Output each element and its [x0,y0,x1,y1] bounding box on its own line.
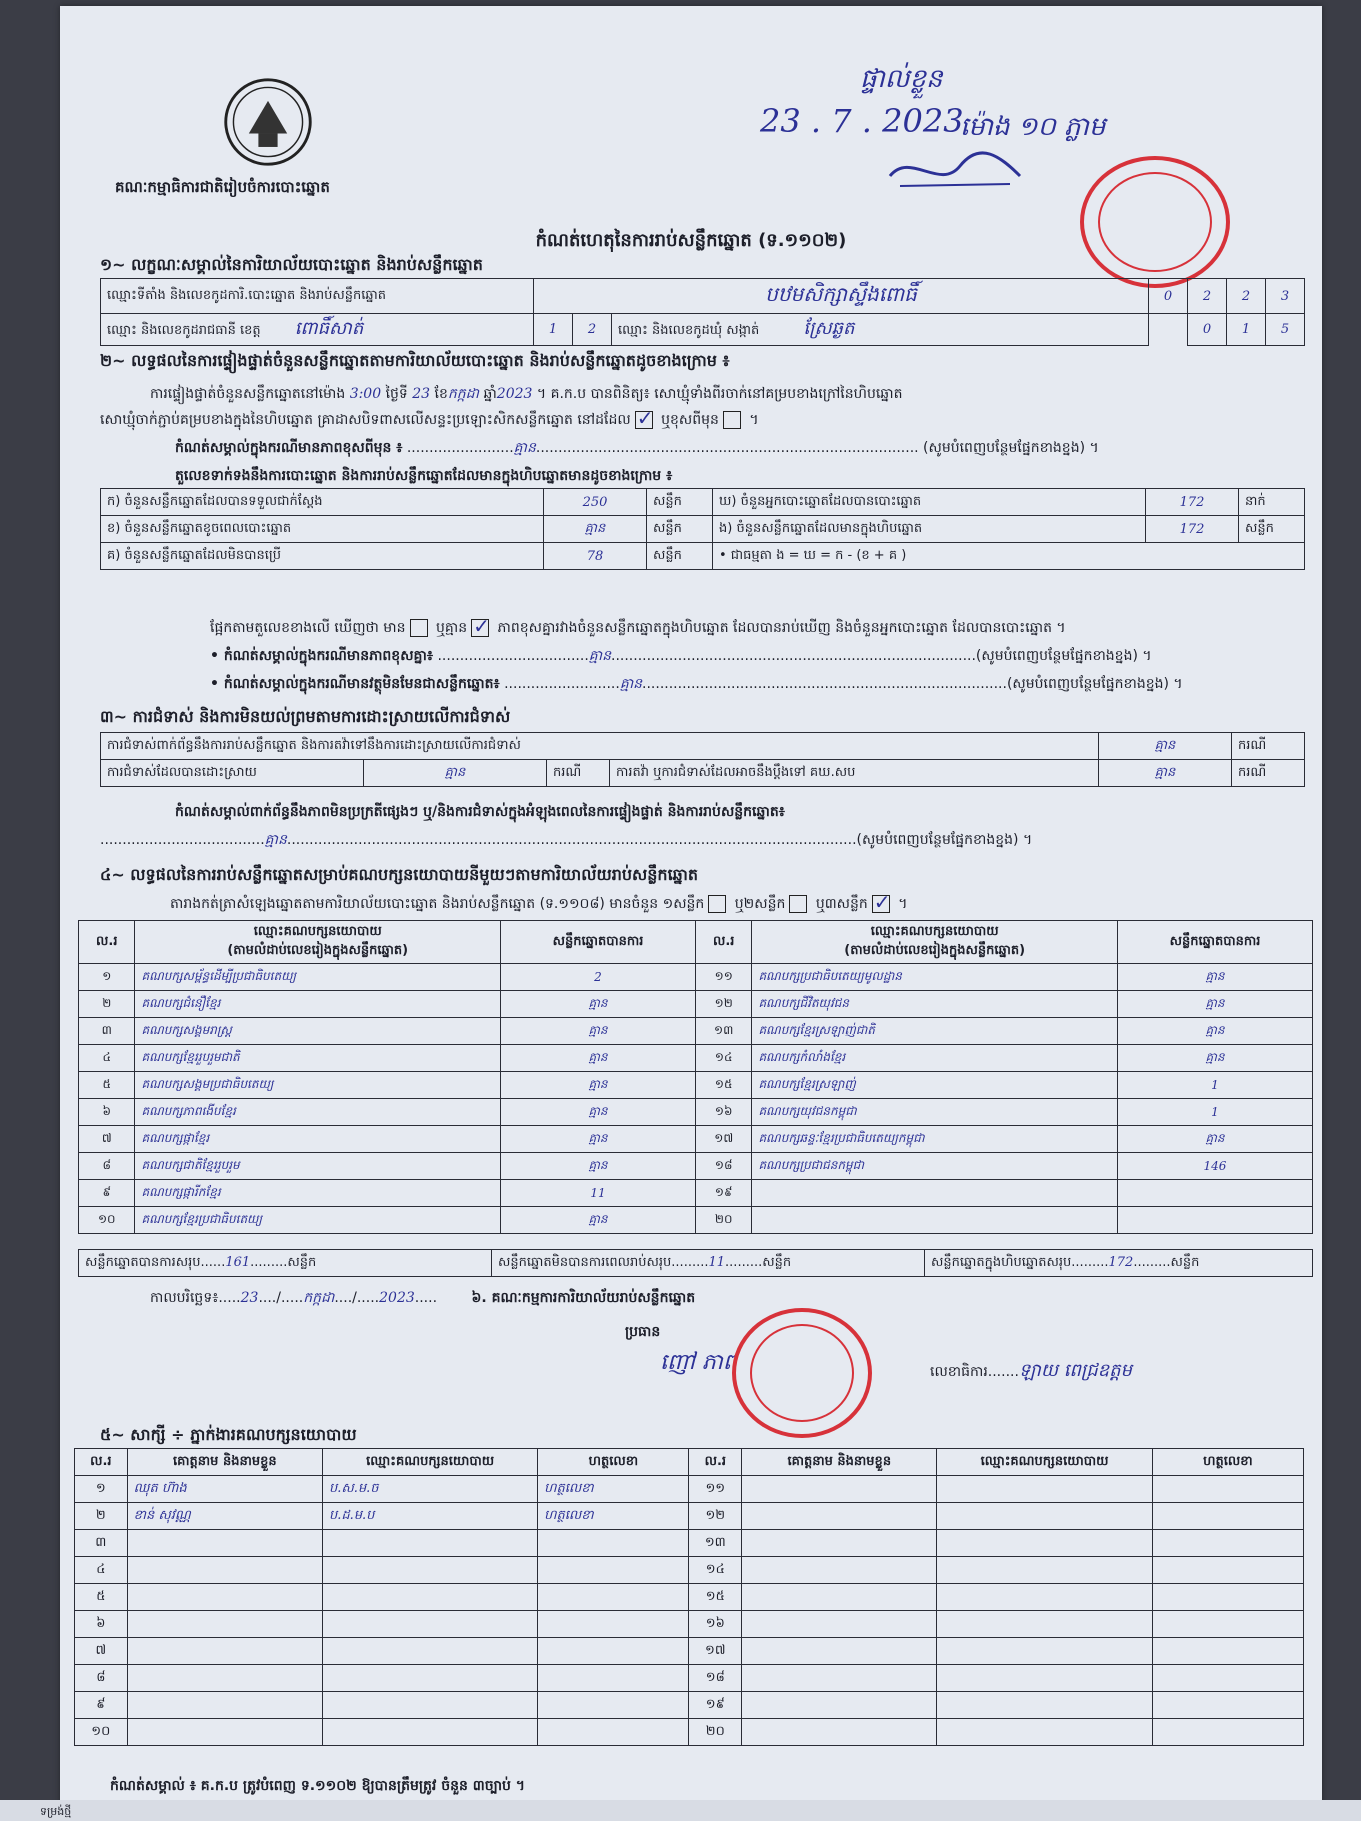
chair-label: ប្រធាន [625,1324,661,1340]
party-name: គណបក្សជំនឿខ្មែរ [135,991,501,1018]
witness-signature [1152,1476,1303,1503]
witness-signature [538,1665,689,1692]
row-number: ២ [75,1503,128,1530]
witness-name [742,1665,937,1692]
witness-row [75,1584,1304,1611]
signature-top [880,146,1030,196]
row-number: ១២ [695,991,751,1018]
total-invalid: 11 [708,1254,726,1270]
two-sheet-checkbox[interactable] [789,895,807,913]
party-row [79,1045,1313,1072]
spoiled-ballots: គ្មាន [544,516,647,543]
witness-name [742,1719,937,1746]
party-votes: 11 [500,1180,695,1207]
witness-signature [1152,1611,1303,1638]
party-name: គណបក្សខ្មែររួបរួមជាតិ [135,1045,501,1072]
figures-row: ក) ចំនួនសន្លឹកឆ្នោតដែលបានទទួលជាក់ស្តែង 250 សន្លឹក ឃ) ចំនួនអ្នកបោះឆ្នោតដែលបានបោះឆ្នោត 172 នាក់ [101,489,1305,516]
received-date: 23 . 7 . 2023 [760,102,964,140]
party-row [79,1153,1313,1180]
party-votes: គ្មាន [500,1072,695,1099]
different-checkbox[interactable] [723,411,741,429]
row-number: ១៦ [695,1099,751,1126]
witness-row [75,1665,1304,1692]
secretary-name: ឡាយ ពេជ្រឧត្តម [1018,1360,1132,1381]
party-row [79,1072,1313,1099]
party-votes: គ្មាន [1117,991,1312,1018]
official-seal-bottom [732,1308,872,1438]
row-number: ៦ [75,1611,128,1638]
row-number: ២០ [695,1207,751,1234]
witness-row [75,1530,1304,1557]
witness-signature [1152,1503,1303,1530]
witness-party [937,1557,1152,1584]
witness-party [937,1476,1152,1503]
section-2-heading: ២~ លទ្ធផលនៃការផ្ទៀងផ្ទាត់ចំនួនសន្លឹកឆ្នោតតាមការិយាល័យបោះឆ្នោត និងរាប់សន្លឹកឆ្នោតដូចខាងក្រោម ៖ [100,351,730,370]
party-row [79,964,1313,991]
document-page [60,6,1322,1814]
verify-year: 2023 [496,386,533,402]
organization-name: គណៈកម្មាធិការជាតិរៀបចំការបោះឆ្នោត [115,178,330,196]
party-row [79,1207,1313,1234]
report-date: កាលបរិច្ឆេទ៖.....23..../.....កក្កដា..../.....2023..... ៦. គណៈកម្មការការិយាល័យរាប់សន្លឹកឆ្នោត [150,1290,696,1306]
row-number: ៧ [75,1638,128,1665]
verify-month: កក្កដា [447,386,479,402]
verification-line: ការផ្ទៀងផ្ទាត់ចំនួនសន្លឹកឆ្នោតនៅម៉ោង 3:00 ថ្ងៃទី 23 ខែកក្កដា ឆ្នាំ2023 ។ គ.ក.ប បានពិនិត្យ៖ សោឃ្មុំទាំងពីរចាក់នៅគម្របខាងក្រៅនៃហិបឆ្នោត [150,386,903,402]
party-votes: គ្មាន [1117,1045,1312,1072]
seal-check-line: សោឃ្មុំចាក់ភ្ជាប់គម្របខាងក្នុងនៃហិបឆ្នោត គ្រាដាសបិទពាសលើសន្ទះប្រឡោះសិកសន្លឹកឆ្នោត នៅដដែល✓ ឬខុសពីមុន ។ [100,410,759,431]
witness-row [75,1476,1304,1503]
party-row [79,991,1313,1018]
province-code-1: 1 [534,314,573,346]
row-number: ៥ [79,1072,135,1099]
commune-label: ឈ្មោះ និងលេខកូដឃុំ សង្កាត់ ស្រែឆ្ងត [612,314,1149,346]
station-code-4: 3 [1266,279,1305,314]
station-label: ឈ្មោះទីតាំង និងលេខកូដការិ.បោះឆ្នោត និងរាប់សន្លឹកឆ្នោត [101,279,534,314]
witness-signature [1152,1638,1303,1665]
party-votes: គ្មាន [1117,964,1312,991]
witness-name: ឈុត ហ៊ាង [127,1476,322,1503]
row-number: ១៩ [695,1180,751,1207]
witness-party [937,1665,1152,1692]
party-row [79,1180,1313,1207]
witness-name [127,1692,322,1719]
verify-time: 3:00 [349,386,382,402]
station-info-table [100,278,1305,346]
party-votes: គ្មាន [500,1207,695,1234]
witnesses-table: ល.រ គោត្តនាម និងនាមខ្លួន ឈ្មោះគណបក្សនយោបាយ ហត្ថលេខា ល.រ គោត្តនាម និងនាមខ្លួន ឈ្មោះគណបក្សនយោបាយ ហត្ថលេខា ១ ឈុត ហ៊ាង ប.ស.ម.ច ហត្ថលេខា ១១ ២ ខាន់ សុវណ្ណ ប.ដ.ម.ប ហត្ថលេខា ១២ ៣ ១៣ ៤ ១៤ ៥ ១៥ ៦ ១៦ ៧ ១៧ ៨ ១៨ ៩ ១៩ ១០ ២០ [74,1448,1304,1746]
objections-table: ការជំទាស់ពាក់ព័ន្ធនឹងការរាប់សន្លឹកឆ្នោត និងការតវ៉ាទៅនឹងការដោះស្រាយលើការជំទាស់ គ្មាន ករណី ការជំទាស់ដែលបានដោះស្រាយ គ្មាន ករណី ការតវ៉ា ឬការជំទាស់ដែលអាចនឹងប្តឹងទៅ គឃ.សប គ្មាន ករណី [100,732,1305,787]
section-4-heading: ៤~ លទ្ធផលនៃការរាប់សន្លឹកឆ្នោតសម្រាប់គណបក្សនយោបាយនីមួយៗតាមការិយាល័យរាប់សន្លឹកឆ្នោត [100,865,699,884]
row-number: ១៥ [695,1072,751,1099]
section-5-heading: ៥~ សាក្សី ÷ ភ្នាក់ងារគណបក្សនយោបាយ [100,1425,357,1444]
row-number: ៥ [75,1584,128,1611]
witness-name [127,1584,322,1611]
party-votes: គ្មាន [500,1018,695,1045]
witness-party [937,1503,1152,1530]
witness-party [323,1530,538,1557]
witness-name [742,1638,937,1665]
row-number: ៤ [79,1045,135,1072]
objections-count: គ្មាន [1099,733,1232,760]
witness-party [937,1611,1152,1638]
figures-table [100,488,1305,570]
has-difference-checkbox[interactable] [410,619,428,637]
commune-code-3: 5 [1266,314,1305,346]
irregularity-label: កំណត់សម្គាល់ពាក់ព័ន្ធនឹងភាពមិនប្រក្រតីផ្សេងៗ ឬ/និងការជំទាស់ក្នុងអំឡុងពេលនៃការផ្ទៀងផ្ទាត់ និងការរាប់សន្លឹកឆ្នោត៖ [175,804,785,820]
election-committee-logo [220,74,316,170]
footer-strip [0,1800,1361,1821]
section-1-heading: ១~ លក្ខណៈសម្គាល់នៃការិយាល័យបោះឆ្នោត និងរាប់សន្លឹកឆ្នោត [100,255,483,274]
witness-name: ខាន់ សុវណ្ណ [127,1503,322,1530]
witness-signature [538,1557,689,1584]
party-name [752,1207,1118,1234]
witness-name [127,1638,322,1665]
row-number: ១២ [689,1503,742,1530]
witness-row [75,1692,1304,1719]
received-label: ផ្ទាល់ខ្លួន [860,64,943,94]
party-name: គណបក្សកំលាំងខ្មែរ [752,1045,1118,1072]
verify-day: 23 [412,386,431,402]
party-name: គណបក្សភាពងើបខ្មែរ [135,1099,501,1126]
witness-name [742,1692,937,1719]
total-valid: 161 [225,1254,251,1270]
party-votes: គ្មាន [500,1045,695,1072]
station-code-1: 0 [1149,279,1188,314]
foreign-object-note: • កំណត់សម្គាល់ក្នុងករណីមានវត្ថុមិនមែនជាសន្លឹកឆ្នោត៖ ..........................គ្មាន..................................................................................(សូមបំពេញបន្ថែមផ្នែកខាងខ្នង) ។ [210,676,1183,692]
witness-name [127,1719,322,1746]
official-seal-top [1080,156,1230,288]
witness-signature [1152,1665,1303,1692]
witness-signature [1152,1719,1303,1746]
party-name: គណបក្សសង្គមប្រជាធិបតេយ្យ [135,1072,501,1099]
party-votes: គ្មាន [500,1099,695,1126]
section-3-heading: ៣~ ការជំទាស់ និងការមិនយល់ព្រមតាមការដោះស្រាយលើការជំទាស់ [100,707,511,726]
witness-name [127,1611,322,1638]
row-number: ១៤ [695,1045,751,1072]
footer-text: ទម្រង់ថ្មី [40,1805,72,1818]
witness-party [937,1719,1152,1746]
party-row [79,1126,1313,1153]
witness-signature [538,1692,689,1719]
ballots-in-box: 172 [1146,516,1239,543]
row-number: ១៣ [689,1530,742,1557]
party-votes: គ្មាន [1117,1126,1312,1153]
row-number: ១៣ [695,1018,751,1045]
witness-row [75,1638,1304,1665]
row-number: ១៧ [689,1638,742,1665]
unused-ballots: 78 [544,543,647,570]
witness-name [127,1557,322,1584]
row-number: ៣ [75,1530,128,1557]
witness-party [323,1665,538,1692]
party-name: គណបក្សប្រជាជនកម្ពុជា [752,1153,1118,1180]
witness-name [742,1584,937,1611]
document-title: កំណត់ហេតុនៃការរាប់សន្លឹកឆ្នោត (ទ.១១០២) [535,230,847,251]
party-votes [1117,1207,1312,1234]
station-code-3: 2 [1227,279,1266,314]
row-number: ៩ [75,1692,128,1719]
three-sheet-checkbox[interactable] [872,895,890,913]
voters-count: 172 [1146,489,1239,516]
row-number: ៦ [79,1099,135,1126]
row-number: ២ [79,991,135,1018]
no-difference-checkbox[interactable] [471,619,489,637]
witness-row [75,1719,1304,1746]
figures-row: ខ) ចំនួនសន្លឹកឆ្នោតខូចពេលបោះឆ្នោត គ្មាន សន្លឹក ង) ចំនួនសន្លឹកឆ្នោតដែលមានក្នុងហិបឆ្នោត 172 សន្លឹក [101,516,1305,543]
row-number: ១៥ [689,1584,742,1611]
formula: • ជាធម្មតា ង = ឃ = ក - (ខ + គ ) [713,543,1305,570]
station-name: បឋមសិក្សាស្ទឹងពោធិ៍ [534,279,1149,314]
row-number: ១៩ [689,1692,742,1719]
figures-intro: តួលេខទាក់ទងនឹងការបោះឆ្នោត និងការរាប់សន្លឹកឆ្នោតដែលមានក្នុងហិបឆ្នោតមានដូចខាងក្រោម ៖ [175,468,673,484]
party-votes: 146 [1117,1153,1312,1180]
row-number: ១៧ [695,1126,751,1153]
row-number: ៧ [79,1126,135,1153]
party-name: គណបក្សខ្មែរប្រជាធិបតេយ្យ [135,1207,501,1234]
received-time: ម៉ោង ១០ ភ្លាម [960,112,1106,142]
party-votes: 2 [500,964,695,991]
witness-party [323,1692,538,1719]
party-votes: គ្មាន [1117,1018,1312,1045]
row-number: ៩ [79,1180,135,1207]
witness-name [742,1557,937,1584]
party-name [752,1180,1118,1207]
witness-party [937,1692,1152,1719]
party-name: គណបក្សឆន្ទៈខ្មែរប្រជាធិបតេយ្យកម្ពុជា [752,1126,1118,1153]
difference-note: កំណត់សម្គាល់ក្នុងករណីមានភាពខុសពីមុន ៖ ........................គ្មាន...................................................................................... (សូមបំពេញបន្ថែមផ្នែកខាងខ្នង) ។ [175,440,1099,456]
witness-signature [1152,1530,1303,1557]
appeal-count: គ្មាន [1099,760,1232,787]
row-number: ៨ [79,1153,135,1180]
party-votes: គ្មាន [500,1126,695,1153]
same-checkbox[interactable] [635,411,653,429]
row-number: ១១ [689,1476,742,1503]
row-number: ១៨ [689,1665,742,1692]
party-name: គណបក្សផ្កាខ្មែរ [135,1126,501,1153]
party-name: គណបក្សសង្គមរាស្ត្រ [135,1018,501,1045]
witness-party: ប.ស.ម.ច [323,1476,538,1503]
witness-signature [538,1719,689,1746]
witness-party [323,1557,538,1584]
witness-signature: ហត្ថលេខា [538,1503,689,1530]
figures-row: គ) ចំនួនសន្លឹកឆ្នោតដែលមិនបានប្រើ 78 សន្លឹក • ជាធម្មតា ង = ឃ = ក - (ខ + គ ) [101,543,1305,570]
party-name: គណបក្សយុវជនកម្ពុជា [752,1099,1118,1126]
committee-heading: ៦. គណៈកម្មការការិយាល័យរាប់សន្លឹកឆ្នោត [471,1290,696,1306]
witness-signature [538,1638,689,1665]
witness-party [323,1611,538,1638]
row-number: ១០ [75,1719,128,1746]
chair-signature: ញៅ ភាព [660,1350,737,1375]
party-name: គណបក្សផ្ការីកខ្មែរ [135,1180,501,1207]
witness-party [323,1638,538,1665]
row-number: ១១ [695,964,751,991]
row-number: ១ [79,964,135,991]
party-votes: 1 [1117,1099,1312,1126]
totals-table: សន្លឹកឆ្នោតបានការសរុប......161.........សន្លឹក សន្លឹកឆ្នោតមិនបានការពេលរាប់សរុប.........11.........សន្លឹក សន្លឹកឆ្នោតក្នុងហិបឆ្នោតសរុប.........172.........សន្លឹក [78,1249,1313,1277]
witness-signature: ហត្ថលេខា [538,1476,689,1503]
witness-row [75,1503,1304,1530]
party-votes: គ្មាន [500,991,695,1018]
row-number: ១៦ [689,1611,742,1638]
commune-code-1: 0 [1188,314,1227,346]
party-votes [1117,1180,1312,1207]
party-name: គណបក្សជីវិតយុវជន [752,991,1118,1018]
row-number: ៤ [75,1557,128,1584]
party-name: គណបក្សប្រជាធិបតេយ្យមូលដ្ឋាន [752,964,1118,991]
witness-name [127,1665,322,1692]
witness-signature [1152,1557,1303,1584]
party-results-table: ល.រ ឈ្មោះគណបក្សនយោបាយ (តាមលំដាប់លេខរៀងក្នុងសន្លឹកឆ្នោត) សន្លឹកឆ្នោតបានការ ល.រ ឈ្មោះគណបក្សនយោបាយ (តាមលំដាប់លេខរៀងក្នុងសន្លឹកឆ្នោត) សន្លឹកឆ្នោតបានការ ១ គណបក្សសម្ព័ន្ធដើម្បីប្រជាធិបតេយ្យ 2 ១១ គណបក្សប្រជាធិបតេយ្យមូលដ្ឋាន គ្មាន ២ គណបក្សជំនឿខ្មែរ គ្មាន ១២ គណបក្សជីវិតយុវជន គ្មាន ៣ គណបក្សសង្គមរាស្ត្រ គ្មាន ១៣ គណបក្សខ្មែរស្រឡាញ់ជាតិ គ្មាន ៤ គណបក្សខ្មែររួបរួមជាតិ គ្មាន ១៤ គណបក្សកំលាំងខ្មែរ គ្មាន ៥ គណបក្សសង្គមប្រជាធិបតេយ្យ គ្មាន ១៥ គណបក្សខ្មែរស្រឡាញ់ 1 ៦ គណបក្សភាពងើបខ្មែរ គ្មាន ១៦ គណបក្សយុវជនកម្ពុជា 1 ៧ គណបក្សផ្កាខ្មែរ គ្មាន ១៧ គណបក្សឆន្ទៈខ្មែរប្រជាធិបតេយ្យកម្ពុជា គ្មាន ៨ គណបក្សជាតិខ្មែររួបរួម គ្មាន ១៨ គណបក្សប្រជាជនកម្ពុជា 146 ៩ គណបក្សផ្ការីកខ្មែរ 11 ១៩ ១០ គណបក្សខ្មែរប្រជាធិបតេយ្យ គ្មាន ២០ [78,920,1313,1234]
party-row [79,1018,1313,1045]
station-code-2: 2 [1188,279,1227,314]
party-name: គណបក្សជាតិខ្មែររួបរួម [135,1153,501,1180]
province-name: ពោធិ៍សាត់ [294,318,364,339]
province-label: ឈ្មោះ និងលេខកូដរាជធានី ខេត្ត ពោធិ៍សាត់ [101,314,534,346]
row-number: ៨ [75,1665,128,1692]
witness-signature [538,1611,689,1638]
witness-party [323,1719,538,1746]
row-number: ១០ [79,1207,135,1234]
witness-party [937,1638,1152,1665]
irregularity-note: .....................................គ្មាន................................................................................................................................(សូមបំពេញបន្ថែមផ្នែកខាងខ្នង) ។ [100,832,1033,848]
witness-name [742,1476,937,1503]
party-votes: គ្មាន [500,1153,695,1180]
witness-row [75,1611,1304,1638]
witness-signature [1152,1584,1303,1611]
witness-party [937,1530,1152,1557]
witness-party [937,1584,1152,1611]
row-number: ១៨ [695,1153,751,1180]
witness-signature [1152,1692,1303,1719]
commune-code-2: 1 [1227,314,1266,346]
tally-sheet-line: តារាងកត់ត្រាសំឡេងឆ្នោតតាមការិយាល័យបោះឆ្នោត និងរាប់សន្លឹកឆ្នោត (ទ.១១០៨) មានចំនួន ១សន្លឹក ឬ២សន្លឹក ឬ៣សន្លឹក✓ ។ [170,894,907,915]
party-name: គណបក្សខ្មែរស្រឡាញ់ជាតិ [752,1018,1118,1045]
row-number: ១៤ [689,1557,742,1584]
witness-row [75,1557,1304,1584]
witness-party: ប.ដ.ម.ប [323,1503,538,1530]
discrepancy-note: • កំណត់សម្គាល់ក្នុងករណីមានភាពខុសគ្នា៖ ..................................គ្មាន..................................................................................(សូមបំពេញបន្ថែមផ្នែកខាងខ្នង) ។ [210,648,1152,664]
total-in-box: 172 [1108,1254,1134,1270]
party-votes: 1 [1117,1072,1312,1099]
received-ballots: 250 [544,489,647,516]
party-name: គណបក្សខ្មែរស្រឡាញ់ [752,1072,1118,1099]
witness-name [742,1530,937,1557]
witness-name [742,1503,937,1530]
discrepancy-line: ផ្អែកតាមតួលេខខាងលើ ឃើញថា មាន ឬគ្មាន✓ ភាពខុសគ្នារវាងចំនួនសន្លឹកឆ្នោតក្នុងហិបឆ្នោត ដែលបានរាប់ឃើញ និងចំនួនអ្នកបោះឆ្នោត ដែលបានបោះឆ្នោត ។ [210,618,1066,639]
province-code-2: 2 [573,314,612,346]
party-row [79,1099,1313,1126]
one-sheet-checkbox[interactable] [708,895,726,913]
row-number: ២០ [689,1719,742,1746]
resolved-count: គ្មាន [364,760,547,787]
party-name: គណបក្សសម្ព័ន្ធដើម្បីប្រជាធិបតេយ្យ [135,964,501,991]
row-number: ៣ [79,1018,135,1045]
footnote: កំណត់សម្គាល់ ៖ គ.ក.ប ត្រូវបំពេញ ទ.១១០២ ឱ្យបានត្រឹមត្រូវ ចំនួន ៣ច្បាប់ ។ [110,1778,525,1794]
commune-name: ស្រែឆ្ងត [803,318,855,339]
witness-name [742,1611,937,1638]
witness-party [323,1584,538,1611]
witness-signature [538,1530,689,1557]
secretary-line: លេខាធិការ.......ឡាយ ពេជ្រឧត្តម [930,1360,1132,1381]
witness-name [127,1530,322,1557]
row-number: ១ [75,1476,128,1503]
witness-signature [538,1584,689,1611]
